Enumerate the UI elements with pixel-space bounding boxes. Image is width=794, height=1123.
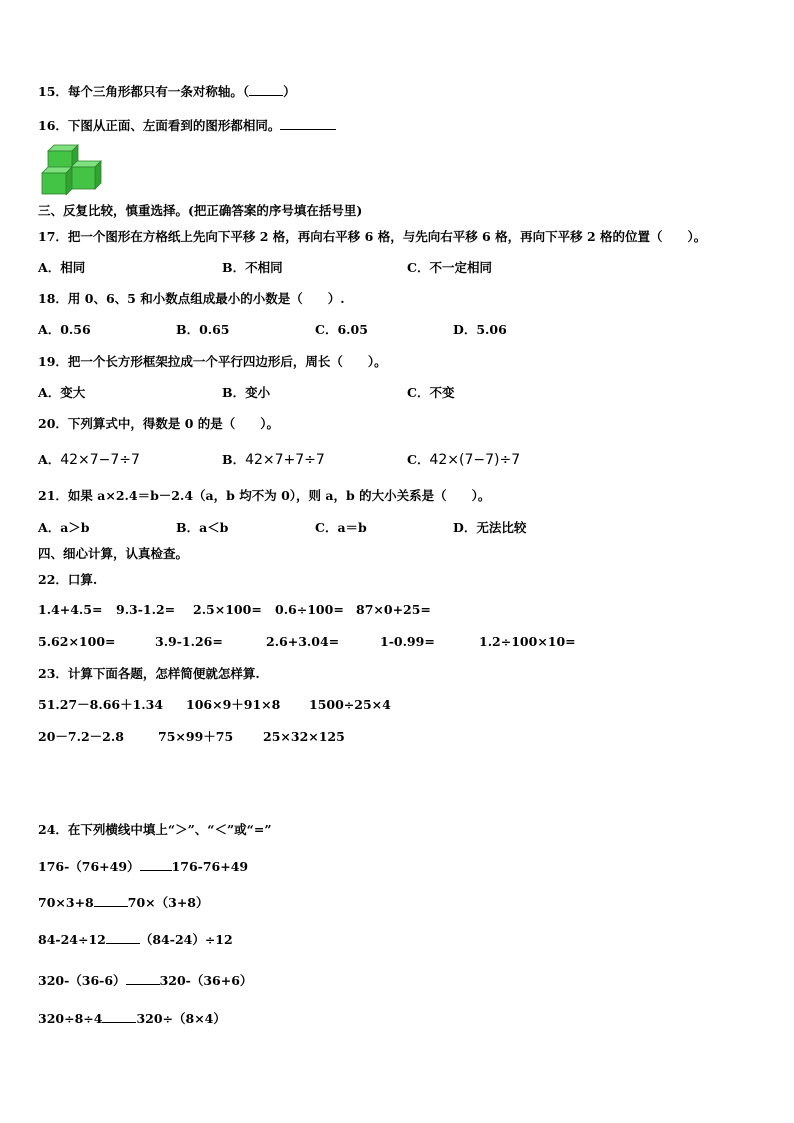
question-15-text: 15．每个三角形都只有一条对称轴。（: [38, 84, 250, 99]
question-24-stem: 24．在下列横线中填上“＞”、“＜”或“=”: [38, 822, 272, 837]
q24-left-expression: 84-24÷12: [38, 932, 106, 947]
compare-blank[interactable]: [94, 894, 128, 907]
q23-row2-item: 25×32×125: [263, 729, 345, 744]
q18-option-d[interactable]: D．5.06: [453, 322, 507, 337]
answer-blank-15[interactable]: [249, 83, 283, 96]
q22-row2-item: 2.6+3.04=: [266, 634, 340, 649]
compare-blank[interactable]: [126, 972, 160, 985]
q19-option-b[interactable]: B．变小: [222, 385, 271, 400]
q17-option-a[interactable]: A．相同: [38, 260, 86, 275]
q24-item-3: [38, 931, 233, 948]
question-17-stem: 17．把一个图形在方格纸上先向下平移 2 格，再向右平移 6 格，与先向右平移 6 格，再向下平移 2 格的位置（ ）。: [38, 229, 707, 244]
cube-front-face: [42, 173, 66, 194]
q20-formula-a: 42×7−7÷7: [60, 452, 140, 468]
question-15: [38, 83, 296, 100]
q24-left-expression: 176-（76+49）: [38, 859, 140, 874]
section-4-title: 四、细心计算，认真检查。: [38, 546, 189, 561]
q20-option-b[interactable]: [222, 452, 325, 468]
q21-option-d[interactable]: D．无法比较: [453, 520, 527, 535]
compare-blank[interactable]: [102, 1010, 136, 1023]
q23-row1-item: 1500÷25×4: [309, 697, 391, 712]
q22-row1-item: 9.3-1.2=: [116, 602, 176, 617]
compare-blank[interactable]: [106, 931, 140, 944]
q22-row1-item: 1.4+4.5=: [38, 602, 103, 617]
q24-right-expression: 320÷（8×4）: [136, 1011, 226, 1026]
q18-option-a[interactable]: A．0.56: [38, 322, 91, 337]
q24-item-1: [38, 858, 248, 875]
q19-option-a[interactable]: A．变大: [38, 385, 86, 400]
section-3-title: 三、反复比较，慎重选择。(把正确答案的序号填在括号里): [38, 203, 363, 218]
q21-option-a[interactable]: A．a＞b: [38, 520, 90, 535]
q20-formula-c: 42×(7−7)÷7: [429, 452, 521, 468]
question-15-tail: ）: [283, 84, 296, 99]
q21-option-b[interactable]: B．a＜b: [176, 520, 229, 535]
q24-item-4: [38, 972, 252, 989]
q22-row2-item: 3.9-1.26=: [155, 634, 223, 649]
answer-blank-16[interactable]: [280, 117, 336, 130]
q24-right-expression: （84-24）÷12: [139, 932, 233, 947]
q22-row1-item: 87×0+25=: [356, 602, 431, 617]
q22-row1-item: 0.6÷100=: [275, 602, 344, 617]
compare-blank[interactable]: [140, 858, 172, 871]
question-21-stem: 21．如果 a×2.4＝b－2.4（a，b 均不为 0），则 a，b 的大小关系是（ ）。: [38, 488, 491, 503]
q24-right-expression: 70×（3+8）: [127, 895, 209, 910]
question-19-stem: 19．把一个长方形框架拉成一个平行四边形后，周长（ ）。: [38, 354, 387, 369]
question-18-stem: 18．用 0、6、5 和小数点组成最小的小数是（ ）.: [38, 291, 345, 306]
q23-row2-item: 20－7.2－2.8: [38, 729, 124, 744]
question-16: [38, 117, 336, 134]
q22-row1-item: 2.5×100=: [193, 602, 262, 617]
q22-row2-item: 1-0.99=: [380, 634, 435, 649]
q24-left-expression: 320÷8÷4: [38, 1011, 103, 1026]
question-20-stem: 20．下列算式中，得数是 0 的是（ ）。: [38, 416, 280, 431]
question-16-text: 16．下图从正面、左面看到的图形都相同。: [38, 118, 281, 133]
q23-row1-item: 106×9＋91×8: [186, 697, 281, 712]
q24-left-expression: 70×3+8: [38, 895, 94, 910]
q20-option-c[interactable]: [407, 452, 520, 468]
q24-item-2: [38, 894, 209, 911]
q22-row2-item: 5.62×100=: [38, 634, 116, 649]
q20-formula-b: 42×7+7÷7: [245, 452, 325, 468]
question-22-stem: 22．口算.: [38, 572, 98, 587]
q21-option-c[interactable]: C．a＝b: [315, 520, 367, 535]
q17-option-b[interactable]: B．不相同: [222, 260, 283, 275]
q22-row2-item: 1.2÷100×10=: [479, 634, 576, 649]
q24-right-expression: 176-76+49: [171, 859, 249, 874]
green-cubes-figure: [40, 143, 104, 195]
q20-option-c-label: C．: [407, 452, 430, 467]
cube-front-face: [71, 167, 95, 189]
q24-left-expression: 320-（36-6）: [38, 973, 126, 988]
q19-option-c[interactable]: C．不变: [407, 385, 455, 400]
q23-row1-item: 51.27－8.66＋1.34: [38, 697, 164, 712]
q24-item-5: [38, 1010, 226, 1027]
q20-option-a[interactable]: [38, 452, 140, 468]
q18-option-b[interactable]: B．0.65: [176, 322, 230, 337]
q24-right-expression: 320-（36+6）: [159, 973, 253, 988]
q17-option-c[interactable]: C．不一定相同: [407, 260, 492, 275]
question-23-stem: 23．计算下面各题，怎样简便就怎样算.: [38, 666, 260, 681]
q20-option-b-label: B．: [222, 452, 246, 467]
q18-option-c[interactable]: C．6.05: [315, 322, 368, 337]
q23-row2-item: 75×99＋75: [158, 729, 234, 744]
q20-option-a-label: A．: [38, 452, 61, 467]
